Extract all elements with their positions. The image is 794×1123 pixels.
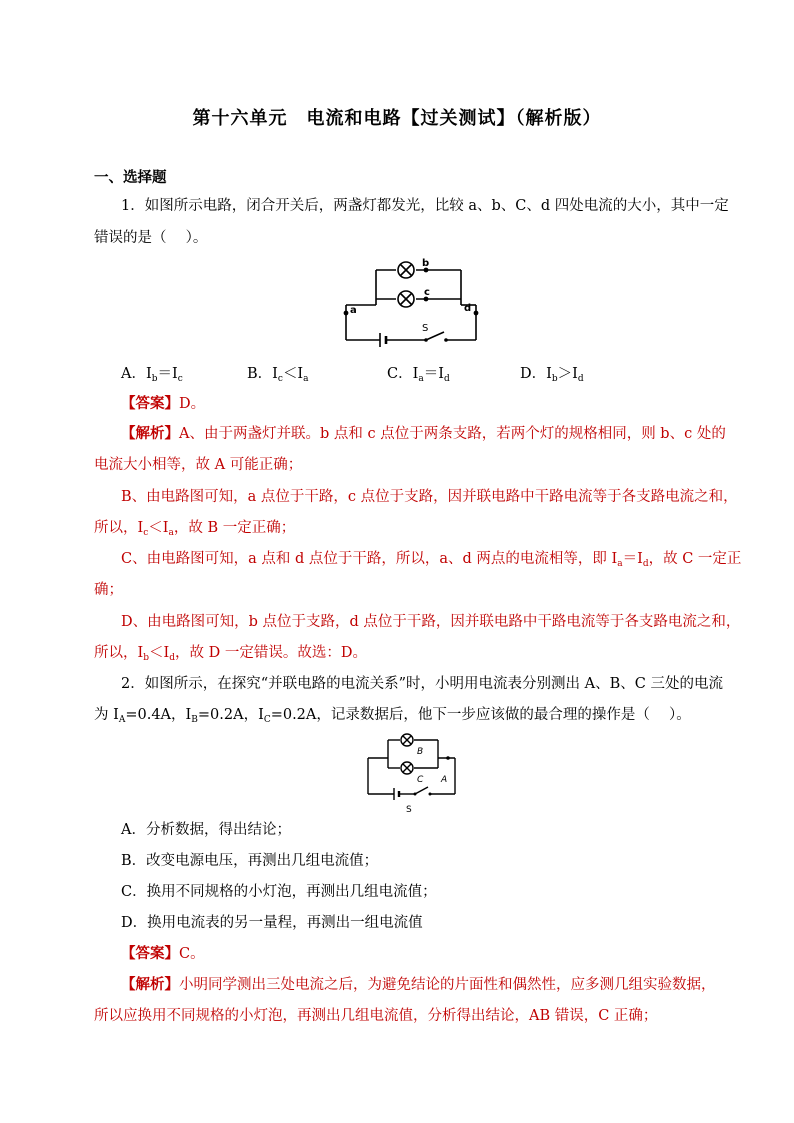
q2-label-b: B <box>417 747 424 757</box>
q1-explanation-1b: 电流大小相等，故 A 可能正确； <box>94 457 303 473</box>
q1-explanation-1a: 【解析】A、由于两盏灯并联。b 点和 c 点位于两条支路，若两个灯的规格相同，则 b、c 处的 <box>121 425 726 442</box>
page-title: 第十六单元 电流和电路【过关测试】（解析版） <box>192 108 602 129</box>
q1-explanation-4a: D、由电路图可知，b 点位于支路，d 点位于干路，因并联电路中干路电流等于各支路电流之和， <box>121 614 741 630</box>
q1-label-a: a <box>350 305 357 316</box>
q1-option-c: C．$I_a=I_d$ <box>387 366 450 384</box>
section-heading: 一、选择题 <box>94 169 167 186</box>
q2-label-c: C <box>417 775 424 785</box>
q2-answer: 【答案】C。 <box>121 945 205 962</box>
q1-text-line1: 1．如图所示电路，闭合开关后，两盏灯都发光，比较 a、b、C、d 四处电流的大小，其中一定 <box>121 198 729 214</box>
q2-label-s: S <box>406 805 412 815</box>
q2-explanation-2: 所以应换用不同规格的小灯泡，再测出几组电流值，分析得出结论，AB 错误，C 正确； <box>94 1008 658 1024</box>
q1-option-b: B．$I_c<I_a$ <box>247 366 309 384</box>
q1-explanation-3a: C、由电路图可知，a 点和 d 点位于干路，所以，a、d 两点的电流相等，即 $I_a=I_d$，故 C 一定正 <box>121 551 742 569</box>
q1-label-c: c <box>424 287 430 298</box>
q1-answer: 【答案】D。 <box>121 395 206 412</box>
q1-option-a: A．$I_b=I_c$ <box>121 366 183 384</box>
q1-circuit-diagram <box>336 255 486 351</box>
q2-text-line1: 2．如图所示，在探究“并联电路的电流关系”时，小明用电流表分别测出 A、B、C 三处的电流 <box>121 676 723 692</box>
q2-option-a: A．分析数据，得出结论； <box>121 822 291 838</box>
q1-explanation-2b: 所以，$I_c<I_a$，故 B 一定正确； <box>94 520 296 538</box>
q2-option-b: B．改变电源电压，再测出几组电流值； <box>121 853 379 869</box>
q1-label-d: d <box>464 303 472 314</box>
q1-explanation-2a: B、由电路图可知，a 点位于干路，c 点位于支路，因并联电路中干路电流等于各支路电流之和， <box>121 489 738 505</box>
q2-label-a: A <box>441 775 448 785</box>
q2-circuit-diagram <box>360 730 460 820</box>
q2-text-line2: 为 $I_A=0.4A$，$I_B=0.2A$，$I_C=0.2A$，记录数据后，他下一步应该做的最合理的操作是（ ）。 <box>94 707 691 725</box>
q1-option-d: D．$I_b>I_d$ <box>520 366 584 384</box>
q2-option-c: C．换用不同规格的小灯泡，再测出几组电流值； <box>121 884 437 900</box>
q1-label-s: S <box>422 323 429 334</box>
q2-option-d: D．换用电流表的另一量程，再测出一组电流值 <box>121 915 423 931</box>
q2-explanation-1: 【解析】小明同学测出三处电流之后，为避免结论的片面性和偶然性，应多测几组实验数据， <box>121 976 716 993</box>
q1-explanation-3b: 确； <box>94 582 123 598</box>
q1-explanation-4b: 所以，$I_b<I_d$，故 D 一定错误。故选：D。 <box>94 645 367 663</box>
q1-text-line2: 错误的是（ ）。 <box>94 230 208 246</box>
q1-label-b: b <box>422 258 430 269</box>
